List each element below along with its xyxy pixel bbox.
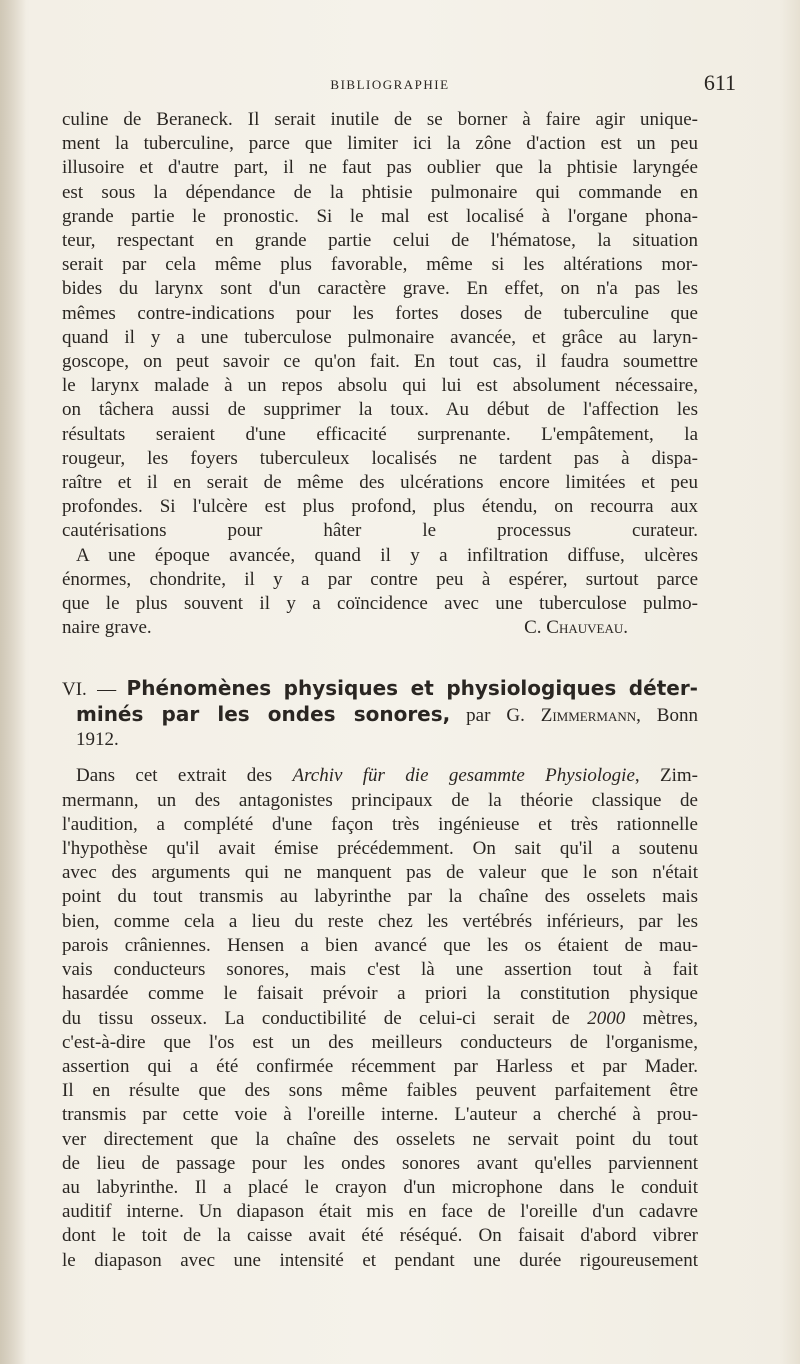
text-line: l'hypothèse qu'il avait émise précédemment. On sait qu'il a soutenu <box>62 838 698 860</box>
text-line: est sous la dépendance de la phtisie pulmonaire qui commande en <box>62 181 698 203</box>
text-line: ment la tuberculine, parce que limiter ici la zône d'action est un peu <box>62 133 698 155</box>
page-header <box>60 70 736 96</box>
text-line: rougeur, les foyers tuberculeux localisés ne tardent pas à dispa- <box>62 447 698 469</box>
text-line: dont le toit de la caisse avait été réséqué. On faisait d'abord vibrer <box>62 1225 698 1247</box>
section-number: VI. — <box>62 679 117 701</box>
text-line: quand il y a une tuberculose pulmonaire avancée, et grâce au laryn- <box>62 326 698 348</box>
text-line: illusoire et d'autre part, il ne faut pas oublier que la phtisie laryngée <box>62 157 698 179</box>
text-line: naire grave. <box>62 617 152 639</box>
text-line: grande partie le pronostic. Si le mal est localisé à l'organe phona- <box>62 205 698 227</box>
text-line: bien, comme cela a lieu du reste chez les vertébrés inférieurs, par les <box>62 910 698 932</box>
section-title-1: Phénomènes physiques et physiologiques déter- <box>126 676 698 701</box>
text-line: énormes, chondrite, il y a par contre peu à espérer, surtout parce <box>62 568 698 590</box>
text-line: A une époque avancée, quand il y a infiltration diffuse, ulcères <box>76 544 698 566</box>
text-line: on tâchera aussi de supprimer la toux. Au début de l'affection les <box>62 399 698 421</box>
text-line: mermann, un des antagonistes principaux de la théorie classique de <box>62 789 698 811</box>
heading-line <box>62 676 698 702</box>
section-by: par G. <box>466 705 525 727</box>
text-line: profondes. Si l'ulcère est plus profond, plus étendu, on recourra aux <box>62 496 698 518</box>
section-heading <box>62 676 698 752</box>
paragraph-1 <box>62 108 698 544</box>
text-line: auditif interne. Un diapason était mis en face de l'oreille d'un cadavre <box>62 1201 698 1223</box>
text-line: vais conducteurs sonores, mais c'est là une assertion tout à fait <box>62 959 698 981</box>
author-surname: Chauveau. <box>546 617 628 639</box>
section-title-2: minés par les ondes sonores, <box>76 702 451 727</box>
text-line: au labyrinthe. Il a placé le crayon d'un microphone dans le conduit <box>62 1176 698 1198</box>
section-author: Zimmermann <box>540 705 637 727</box>
text-line: transmis par cette voie à l'oreille interne. L'auteur a cherché à prou- <box>62 1104 698 1126</box>
text-line: hasardée comme le faisait prévoir a priori la constitution physique <box>62 983 698 1005</box>
text-line: c'est-à-dire que l'os est un des meilleurs conducteurs de l'organisme, <box>62 1031 698 1053</box>
latin-phrase: 2000 <box>587 1007 626 1029</box>
text-line: l'audition, a complété d'une façon très ingénieuse et très rationnelle <box>62 813 698 835</box>
heading-line <box>62 702 698 728</box>
text-line: Il en résulte que des sons même faibles peuvent parfaitement être <box>62 1080 698 1102</box>
section-year: 1912. <box>76 729 119 751</box>
text-line: que le plus souvent il y a coïncidence avec une tuberculose pulmo- <box>62 593 698 615</box>
text-line: mêmes contre-indications pour les fortes doses de tuberculine que <box>62 302 698 324</box>
text-line: teur, respectant en grande partie celui de l'hématose, la situation <box>62 230 698 252</box>
text-line: ver directement que la chaîne des osselets ne servait point du tout <box>62 1128 698 1150</box>
article-body <box>62 108 698 1273</box>
text-line: le larynx malade à un repos absolu qui lui est absolument nécessaire, <box>62 375 698 397</box>
text-line: du tissu osseux. La conductibilité de celui-ci serait de 2000 mètres, <box>62 1007 698 1029</box>
text-line: avec des arguments qui ne manquent pas de valeur que le son n'était <box>62 862 698 884</box>
author-initial: C. <box>524 617 542 639</box>
text-line: résultats seraient d'une efficacité surprenante. L'empâtement, la <box>62 423 698 445</box>
text-line: raître et il en serait de même des ulcérations encore limitées et peu <box>62 472 698 494</box>
running-title: BIBLIOGRAPHIE <box>330 77 450 92</box>
text-line: le diapason avec une intensité et pendant une durée rigoureusement <box>62 1249 698 1271</box>
journal-title: Archiv für die gesammte Physiologie <box>292 765 635 787</box>
section-place: , Bonn <box>636 705 698 727</box>
paragraph-2 <box>62 544 698 641</box>
author-signature <box>524 616 698 640</box>
paragraph-3 <box>62 764 698 1272</box>
text-line: point du tout transmis au labyrinthe par la chaîne des osselets mais <box>62 886 698 908</box>
closing-line <box>62 616 698 640</box>
text-line: goscope, on peut savoir ce qu'on fait. En tout cas, il faudra soumettre <box>62 351 698 373</box>
text-line: cautérisations pour hâter le processus curateur. <box>62 520 698 542</box>
text-line: bides du larynx sont d'un caractère grave. En effet, on n'a pas les <box>62 278 698 300</box>
page-number: 611 <box>703 70 736 95</box>
binding-shadow <box>0 0 26 1364</box>
text-line: culine de Beraneck. Il serait inutile de se borner à faire agir unique- <box>62 109 698 130</box>
text-line: assertion qui a été confirmée récemment par Harless et par Mader. <box>62 1055 698 1077</box>
section-vi <box>62 676 698 1272</box>
text-line: serait par cela même plus favorable, même si les altérations mor- <box>62 254 698 276</box>
text-line: de lieu de passage pour les ondes sonores avant qu'elles parviennent <box>62 1152 698 1174</box>
text-line: Dans cet extrait des Archiv für die gesammte Physiologie, Zim- <box>76 765 698 787</box>
text-line: parois crâniennes. Hensen a bien avancé que les os étaient de mau- <box>62 934 698 956</box>
